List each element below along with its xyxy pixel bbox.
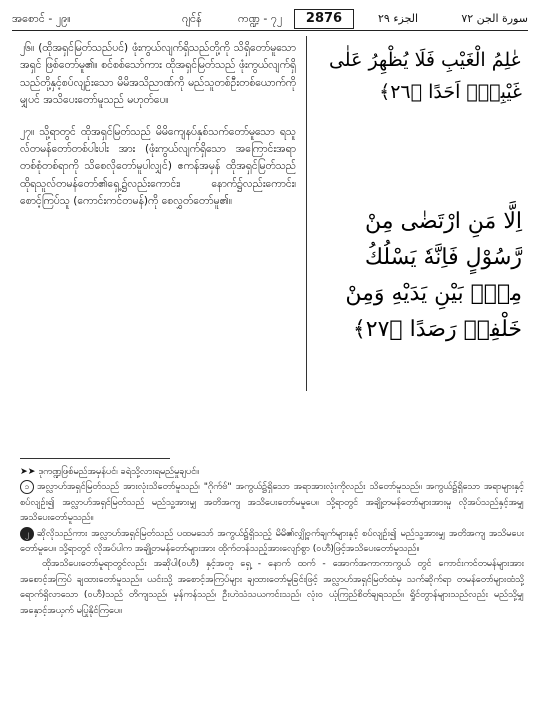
footnote-1-text: အလ္လာဟ်အရှင်မြတ်သည် အားလုံးသိတော်မူသည်၊ "ဂိုက်ဗ်" အကွယ်၌ရှိသော အရာအားလုံးကိုလည်း သိတော်မူသည်။ အကွယ်၌ရှိသော အရာများနှင့်စပ်လျဉ်း၍ အလ္လာဟ်အရှင်မြတ်သည် မည်သူ့အားမျှ အတိအကျ အသိပေးတော်မမူပေ။ သို့ရာတွင် အချို့တမန်တော်များအားမူ လိုအပ်သည်နှင့်အမျှ အသိပေးတော်မူသည်။ [20, 481, 524, 524]
footnotes [20, 464, 524, 618]
translation-column [20, 40, 296, 211]
footnote-2-marker: ၂ [20, 527, 34, 541]
chapter-label: ကဏ္ဍ - ၇၂ [238, 12, 283, 25]
footnote-intro: ➤➤ ဒုကဏ္ဍဖြစ်မည်အမှန်ပင်၊ ခရဲသို့လားရမည်မှုချပင်။ [20, 466, 200, 477]
arabic-verse-26: عٰلِمُ الْغَیْبِ فَلَا یُظْهِرُ عَلٰی غَیْبِهٖۤ اَحَدًا ﴿٢٦﴾ [328, 49, 522, 103]
column-divider [306, 36, 307, 391]
arabic-verse-27: اِلَّا مَنِ ارْتَضٰی مِنْ رَّسُوْلٍ فَاِنَّهٗ یَسْلُكُ مِنْۢ بَیْنِ یَدَیْهِ وَمِنْ خَلْفِهٖ رَصَدًا ﴿٢٧﴾ [345, 209, 522, 342]
footnote-1 [20, 479, 524, 525]
verse-27-translation: ၂၇။ သို့ရာတွင် ထိုအရှင်မြတ်သည် မိမိကျေနပ်နှစ်သက်တော်မူသော ရသူလ်တမန်တော်တစ်ပါးပါး အား (ဖုံးကွယ်လျက်ရှိသော အကြောင်းအရာ တစ်စုံတစ်ရာကို သိစေလိုတော်မူပါလျှင်) ဧကန်အမှန် ထိုအရှင်မြတ်သည် ထိုရသူလ်တမန်တော်၏ရှေ့၌လည်းကောင်း၊ နောက်၌လည်းကောင်း၊ စောင့်ကြပ်သူ (ကောင်းကင်တမန်)ကို စေလွှတ်တော်မူ၏။ [20, 125, 296, 208]
footnote-1-marker: ၁ [20, 480, 34, 494]
verse-26-translation: ၂၆။ (ထိုအရှင်မြတ်သည်ပင်) ဖုံးကွယ်လျက်ရှိသည်တို့ကို သိရှိတော်မူသောအရှင် ဖြစ်တော်မူ၏။ စင်စစ်သော်ကား ထိုအရှင်မြတ်သည် ဖုံးကွယ်လျက်ရှိသည်တို့နှင့်စပ်လျဉ်းသော မိမိအသိညာဏ်ကို မည်သူတစ်ဦးတစ်ယောက်ကိုမျှပင် အသိပေးတော်မူသည် မဟုတ်ပေ။ [20, 42, 296, 107]
juz-label: الجزء ٢٩ [378, 12, 419, 25]
page-number: 2876 [294, 9, 354, 29]
footnote-separator [20, 458, 170, 459]
footnote-2-text: ဆိုလိုသည်ကား အလ္လာဟ်အရှင်မြတ်သည် ပထမသော် အကွယ်၌ရှိသည့် မိမိ၏လျှို့ဝှက်ချက်များနှင့် စပ်လျဉ်း၍ မည်သူ့အားမျှ အတိအကျ အသိမပေးတော်မူပေ။ သို့ရာတွင် လိုအပ်ပါက အချို့တမန်တော်များအား ထိုက်တန်သည့်အားလျော်စွာ (ဝဟီ)ဖြင့်အသိပေးတော်မူသည်။ [20, 527, 524, 555]
footnote-3: ထိုအသိပေးတော်မူရာတွင်လည်း အဆိုပါ(ဝဟီ) နှင့်အတူ ရှေ့ - နောက် ထက် - အောက်အကာကာကွယ် တွင် ကောင်းကင်တမန်များအား အစောင့်အကြပ် ချထားတော်မူသည်။ ယင်းသို့ အစောင့်အကြပ်များ ချထားတော်မူခြင်းဖြင့် အလ္လာဟ်အရှင်မြတ်ထံမှ သက်ဆိုက်ရာ တမန်တော်များထံသို့ ရောက်ရှိလာသော (ဝဟီ)သည် တိကျသည်၊ မှန်ကန်သည်၊ ဦးဟဲသံသယကင်းသည်၊ လုံးဝ ယုံကြည်စိတ်ချရသည်။ ရှိုင်တွာန်များသည်လည်း မည်သို့မျှ အနှောင့်အယှက် မပြုနိုင်ကြပေ။ [20, 558, 524, 616]
footnote-2 [20, 526, 524, 557]
surah-title: سورة الجن ٧٢ [461, 12, 528, 25]
surah-name-label: ဂျင်န် [182, 12, 202, 25]
page-header [12, 8, 528, 31]
volume-label: အစောင် - ၂၉။ [12, 12, 71, 25]
